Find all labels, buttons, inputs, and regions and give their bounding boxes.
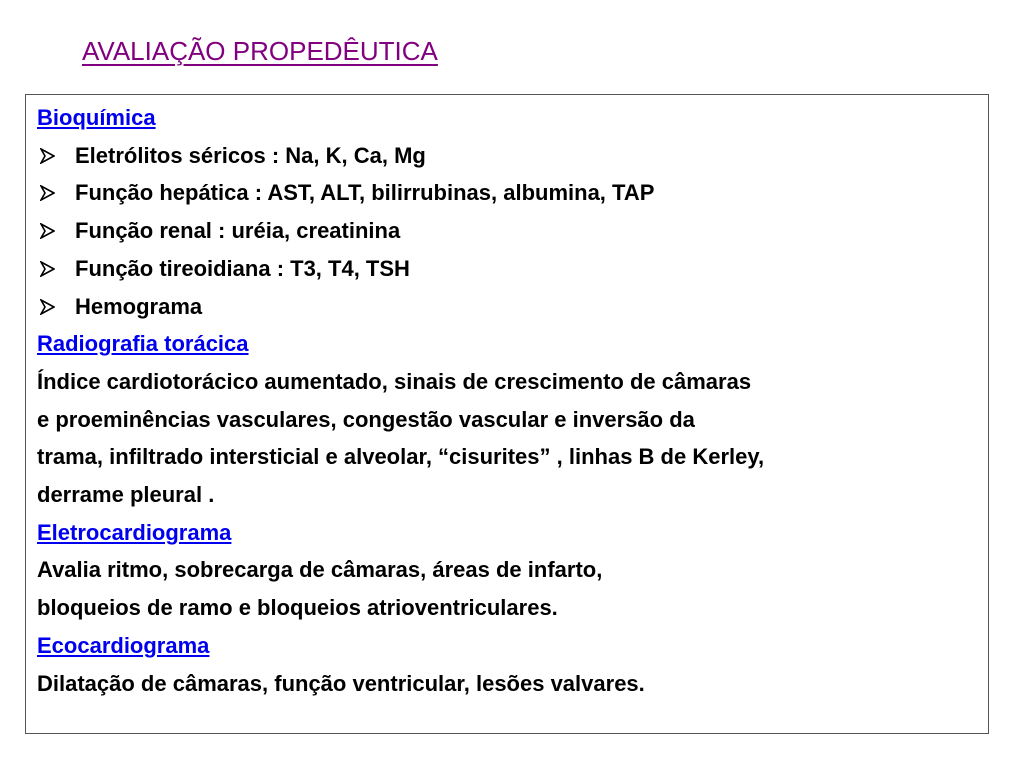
paragraph-line: trama, infiltrado intersticial e alveolar, “cisurites” , linhas B de Kerley, — [37, 444, 765, 470]
list-item-text: Função tireoidiana : T3, T4, TSH — [75, 255, 410, 281]
paragraph-line: Avalia ritmo, sobrecarga de câmaras, áreas de infarto, — [37, 557, 603, 583]
section-heading-bioquimica: Bioquímica — [37, 105, 156, 130]
arrow-bullet-icon — [37, 250, 75, 288]
radiografia-paragraph — [37, 363, 988, 514]
list-item-text: Função renal : uréia, creatinina — [75, 218, 401, 244]
list-item — [37, 137, 988, 175]
arrow-bullet-icon — [37, 137, 75, 175]
list-item-text: Função hepática : AST, ALT, bilirrubinas, albumina, TAP — [75, 180, 655, 206]
paragraph-line: Índice cardiotorácico aumentado, sinais de crescimento de câmaras — [37, 368, 752, 394]
section-heading-ecocardiograma: Ecocardiograma — [37, 632, 210, 658]
paragraph-line: bloqueios de ramo e bloqueios atrioventriculares. — [37, 595, 558, 621]
bioquimica-list — [37, 137, 988, 326]
arrow-bullet-icon — [37, 174, 75, 212]
section-heading-radiografia: Radiografia torácica — [37, 331, 249, 357]
arrow-bullet-icon — [37, 288, 75, 326]
eletrocardiograma-paragraph — [37, 551, 988, 626]
list-item-text: Hemograma — [75, 293, 203, 319]
list-item — [37, 174, 988, 212]
ecocardiograma-paragraph — [37, 665, 988, 703]
arrow-bullet-icon — [37, 212, 75, 250]
paragraph-line: e proeminências vasculares, congestão vascular e inversão da — [37, 406, 695, 432]
paragraph-line: Dilatação de câmaras, função ventricular, lesões valvares. — [37, 670, 645, 696]
list-item — [37, 250, 988, 288]
slide-title: AVALIAÇÃO PROPEDÊUTICA — [82, 36, 438, 66]
list-item-text: Eletrólitos séricos : Na, K, Ca, Mg — [75, 142, 426, 168]
section-heading-eletrocardiograma: Eletrocardiograma — [37, 519, 232, 545]
list-item — [37, 288, 988, 326]
paragraph-line: derrame pleural . — [37, 482, 215, 508]
content-box — [25, 94, 989, 734]
list-item — [37, 212, 988, 250]
